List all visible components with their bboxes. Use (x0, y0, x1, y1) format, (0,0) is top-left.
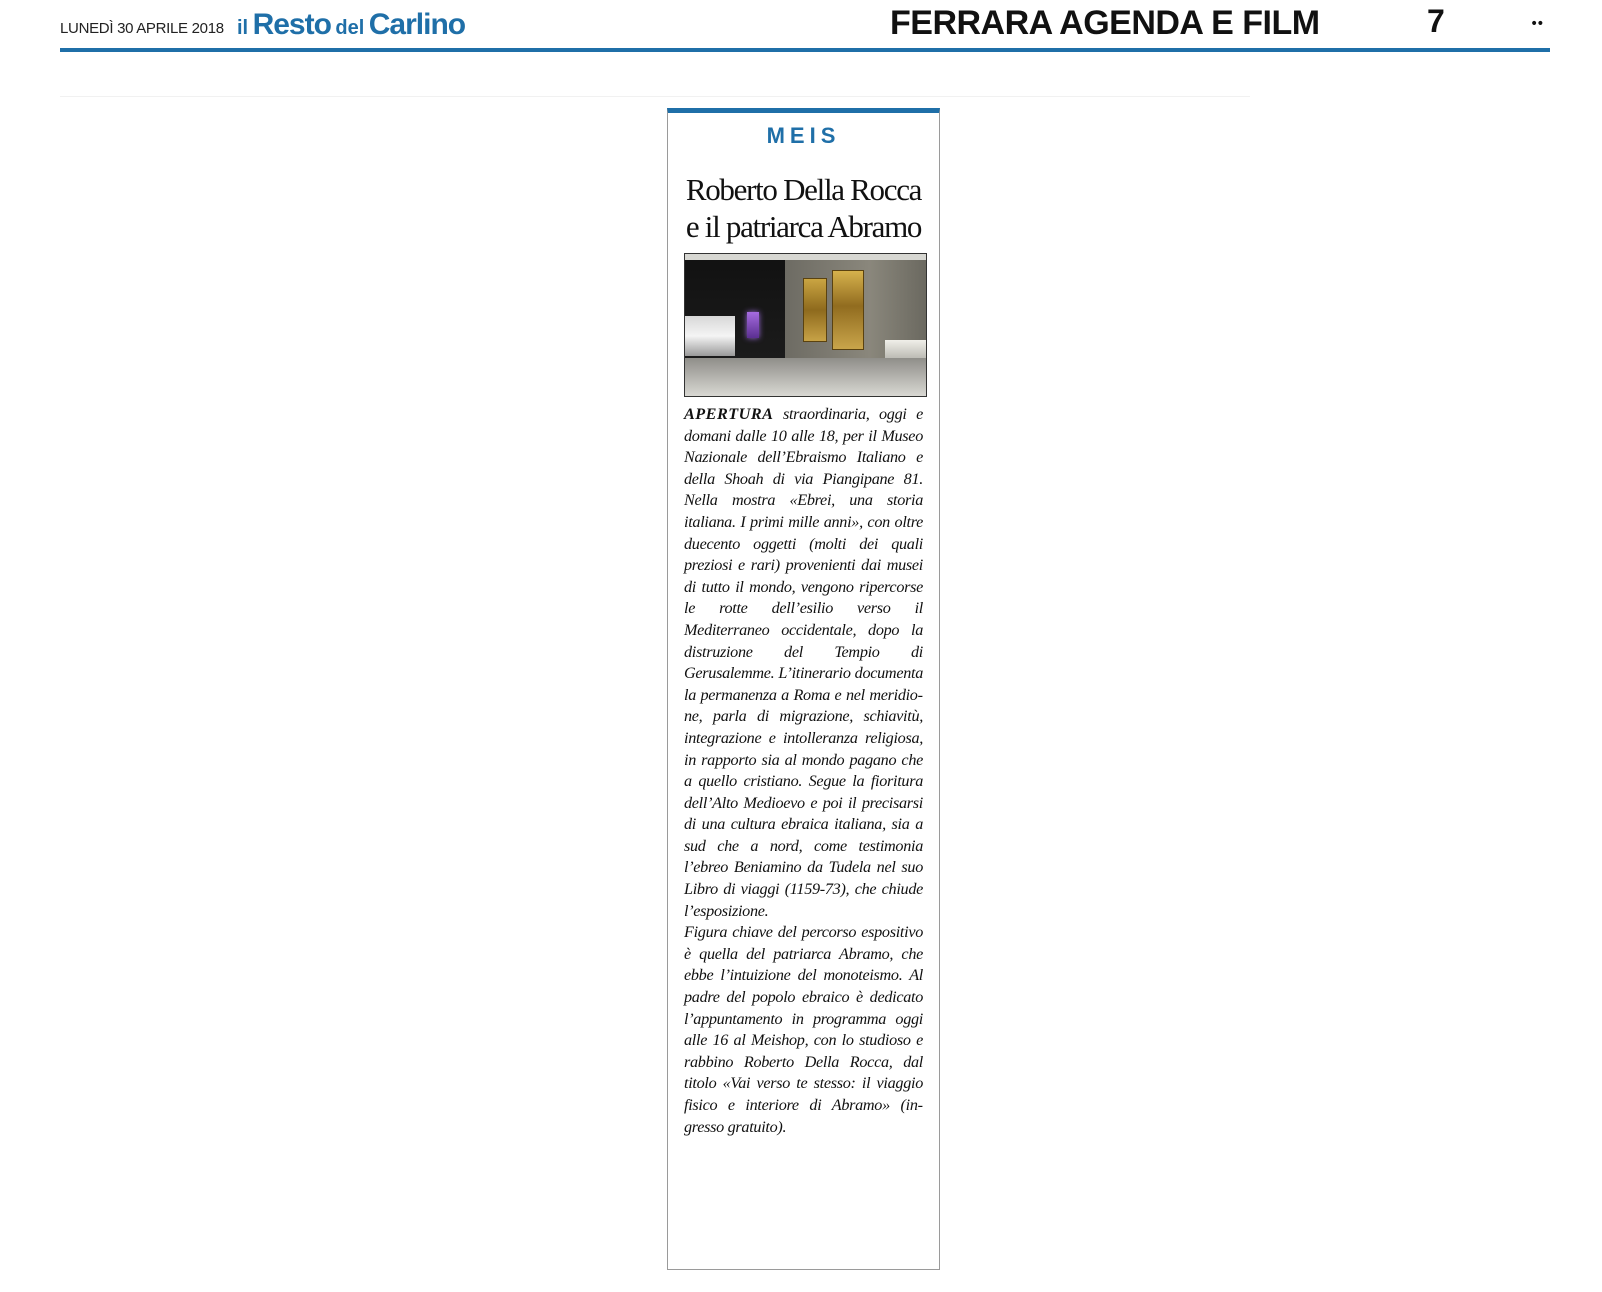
headline-line-1: Roberto Della Rocca (685, 172, 922, 207)
issue-date: LUNEDÌ 30 APRILE 2018 (60, 20, 224, 37)
page-divider (60, 96, 1250, 97)
paragraph-1-text: straordinaria, oggi e domani dalle 10 alle 18, per il Museo Nazionale dell’Ebraismo Italiano e della Shoah di via Piangipane 81. Nella mostra «Ebrei, una storia italiana. I primi mille anni», con oltre duecento oggetti (molti dei quali preziosi e rari) provenienti dai musei di tutto il mondo, vengono ripercorse le rotte dell’esilio verso il Mediterraneo occidentale, dopo la distruzione del Tempio di Gerusalemme. L’itinerario documenta la permanenza a Roma e nel meridione, parla di migrazione, schiavitù, integrazione e intolleranza religiosa, in rapporto sia al mondo pagano che a quello cristiano. Segue la fioritura dell’Alto Medioevo e poi il precisarsi di una cultura ebraica italiana, sia a sud che a nord, come testimonia l’ebreo Beniamino da Tudela nel suo Libro di viaggi (1159-73), che chiude l’esposizione. (684, 405, 923, 920)
page-masthead (60, 0, 1550, 52)
article-kicker: MEIS (766, 123, 841, 148)
newspaper-logo (237, 8, 465, 42)
photo-screen (747, 312, 759, 338)
logo-resto: Resto (252, 8, 331, 41)
article-body (684, 404, 923, 1138)
photo-floor (685, 358, 926, 396)
page-number: 7 (1427, 3, 1445, 39)
logo-del: del (335, 17, 365, 39)
photo-gold-tapestry-left (803, 278, 827, 342)
logo-carlino: Carlino (368, 8, 466, 41)
edition-mark: •• (1530, 16, 1543, 32)
masthead-rule (60, 48, 1550, 52)
headline-line-2: e il patriarca Abramo (685, 209, 922, 244)
photo-display-shelf (685, 316, 735, 356)
body-paragraph-1 (684, 404, 923, 922)
article-headline (678, 171, 929, 245)
lead-word: APERTURA (684, 405, 774, 423)
logo-il: il (237, 17, 249, 39)
photo-gold-tapestry-right (832, 270, 864, 350)
photo-display-case (885, 340, 926, 358)
body-paragraph-2: Figura chiave del percorso espositivo è quella del patriarca Abramo, che ebbe l’intuizione del monoteismo. Al padre del popolo ebraico è dedicato l’appuntamento in programma oggi alle 16 al Meishop, con lo studioso e rabbino Roberto Della Rocca, dal titolo «Vai verso te stesso: il viaggio fisico e interiore di Abramo» (ingresso gratuito). (684, 923, 923, 1136)
museum-exhibition-photo-icon (684, 253, 927, 397)
section-title: FERRARA AGENDA E FILM (890, 4, 1320, 42)
article-box (667, 108, 940, 1270)
photo-ceiling (685, 254, 926, 260)
